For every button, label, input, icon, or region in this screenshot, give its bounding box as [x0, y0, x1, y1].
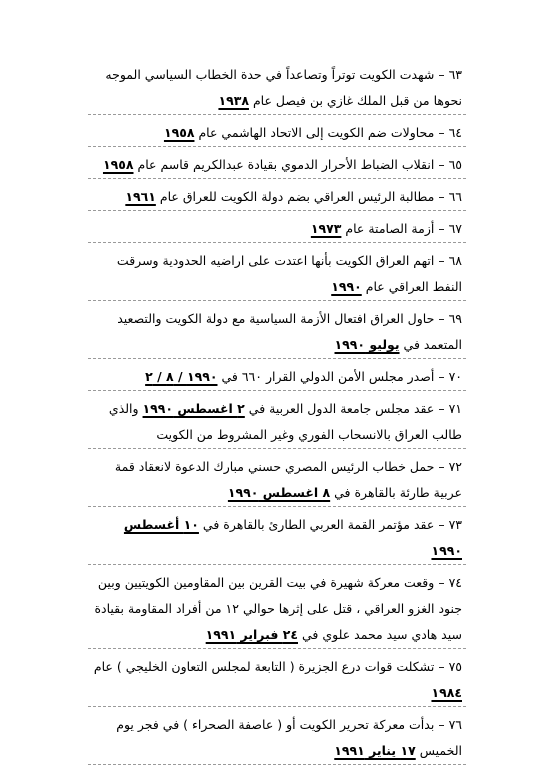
highlighted-date: ١٩٩٠ / ٨ / ٢ — [145, 369, 218, 384]
list-item — [88, 150, 466, 179]
facts-list — [88, 60, 466, 768]
list-item — [88, 304, 466, 359]
item-number: ٧٦ – — [438, 717, 462, 732]
list-item — [88, 246, 466, 301]
list-item — [88, 60, 466, 115]
item-text: أزمة الصامتة عام — [341, 221, 435, 236]
item-number: ٧٠ – — [438, 369, 462, 384]
highlighted-date: ٨ اغسطس ١٩٩٠ — [227, 485, 331, 500]
highlighted-date: ١٠ أغسطس ١٩٩٠ — [123, 517, 462, 558]
item-text: تشكلت قوات درع الجزيرة ( التابعة لمجلس التعاون الخليجي ) عام — [93, 659, 435, 674]
highlighted-date: ١٩٥٨ — [102, 157, 134, 172]
item-number: ٦٥ – — [438, 157, 462, 172]
highlighted-date: ١٩٣٨ — [218, 93, 249, 108]
list-item — [88, 510, 466, 565]
item-number: ٧٣ – — [438, 517, 462, 532]
item-text: محاولات ضم الكويت إلى الاتحاد الهاشمي عام — [194, 125, 435, 140]
item-text: حمل خطاب الرئيس المصري حسني مبارك الدعوة لانعقاد قمة عربية طارئة بالقاهرة في — [114, 459, 462, 500]
item-text: مطالبة الرئيس العراقي بضم دولة الكويت للعراق عام — [155, 189, 435, 204]
item-number: ٦٨ – — [438, 253, 462, 268]
item-number: ٦٩ – — [438, 311, 462, 326]
list-item — [88, 118, 466, 147]
item-number: ٦٧ – — [438, 221, 462, 236]
item-number: ٦٣ – — [438, 67, 462, 82]
item-text: عقد مجلس جامعة الدول العربية في — [244, 401, 435, 416]
highlighted-date: ١٩٨٤ — [431, 685, 462, 700]
list-item — [88, 362, 466, 391]
list-item — [88, 452, 466, 507]
item-text: عقد مؤتمر القمة العربي الطارئ بالقاهرة في — [198, 517, 435, 532]
list-item — [88, 652, 466, 707]
list-item — [88, 568, 466, 649]
highlighted-date: ١٩٩٠ — [331, 279, 362, 294]
highlighted-date: ١٩٦١ — [125, 189, 156, 204]
list-item — [88, 182, 466, 211]
highlighted-date: ١٧ يناير ١٩٩١ — [334, 743, 416, 758]
highlighted-date: ١٩٥٨ — [163, 125, 195, 140]
item-text: اتهم العراق الكويت بأنها اعتدت على اراضيه الحدودية وسرقت النفط العراقي عام — [116, 253, 462, 294]
item-text: شهدت الكويت توتراً وتصاعداً في حدة الخطاب السياسي الموجه نحوها من قبل الملك غازي بن فيصل عام — [105, 67, 462, 108]
item-text: انقلاب الضباط الأحرار الدموي بقيادة عبدالكريم قاسم عام — [133, 157, 435, 172]
item-text: والذي طالب العراق بالانسحاب الفوري وغير المشروط من الكويت — [108, 401, 462, 442]
item-number: ٧٥ – — [438, 659, 462, 674]
item-text: أصدر مجلس الأمن الدولي القرار ٦٦٠ في — [217, 369, 435, 384]
list-item — [88, 710, 466, 765]
item-text: بدأت معركة تحرير الكويت أو ( عاصفة الصحراء ) في فجر يوم الخميس — [116, 717, 462, 758]
highlighted-date: ٢ اغسطس ١٩٩٠ — [142, 401, 245, 416]
highlighted-date: ٢٤ فبراير ١٩٩١ — [205, 627, 298, 642]
item-number: ٦٤ – — [438, 125, 462, 140]
item-text: وقعت معركة شهيرة في بيت القرين بين المقاومين الكويتيين وبين جنود الغزو العراقي ، قتل على إثرها حوالي ١٢ من أفراد المقاومة بقيادة سيد هادي سيد محمد علوي في — [94, 575, 462, 642]
item-number: ٧٢ – — [438, 459, 462, 474]
highlighted-date: يوليو ١٩٩٠ — [334, 337, 400, 352]
list-item — [88, 214, 466, 243]
highlighted-date: ١٩٧٣ — [310, 221, 342, 236]
item-number: ٧١ – — [438, 401, 462, 416]
item-number: ٦٦ – — [438, 189, 462, 204]
item-number: ٧٤ – — [438, 575, 462, 590]
list-item — [88, 394, 466, 449]
item-text: حاول العراق افتعال الأزمة السياسية مع دولة الكويت والتصعيد المتعمد في — [117, 311, 462, 352]
